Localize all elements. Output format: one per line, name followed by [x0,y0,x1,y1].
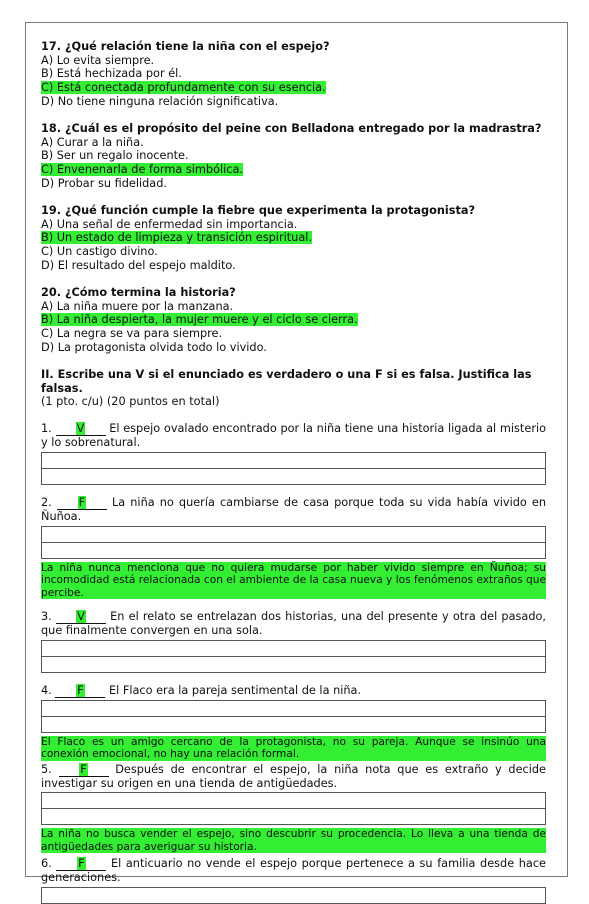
justification-line[interactable] [41,808,546,825]
option-d: D) Probar su fidelidad. [41,176,167,190]
tf-item-4 [41,684,546,761]
justification-line[interactable] [41,792,546,809]
option-b: B) Ser un regalo inocente. [41,149,189,163]
justification-line[interactable] [41,716,546,733]
item-number: 5. [41,762,52,776]
option-a: A) Una señal de enfermedad sin importancia. [41,217,298,231]
option-d: D) El resultado del espejo maldito. [41,258,236,272]
option-b: B) Está hechizada por él. [41,67,182,81]
item-number: 2. [41,495,52,509]
section-subtitle: (1 pto. c/u) (20 puntos en total) [41,395,220,409]
justification-text: La niña nunca menciona que no quiera mudarse por haber vivido siempre en Ñuñoa; su incomodidad está relacionada con el ambiente de la casa nueva y los fenómenos extraños que percibe. [41,561,547,599]
question-title: 20. ¿Cómo termina la historia? [41,286,236,300]
statement: El anticuario no vende el espejo porque pertenece a su familia desde hace generaciones. [41,857,547,885]
statement: El espejo ovalado encontrado por la niña tiene una historia ligada al misterio y lo sobrenatural. [41,422,547,450]
justification-text: El Flaco es un amigo cercano de la protagonista, no su pareja. Aunque se insinúo una conexión emocional, no hay una relación formal. [41,735,546,761]
question-17 [41,40,546,109]
justification-line[interactable] [41,542,546,559]
statement: Después de encontrar el espejo, la niña nota que es extraño y decide investigar su origen en una tienda de antigüedades. [41,762,547,790]
answer-mark: F [78,495,86,509]
statement: En el relato se entrelazan dos historias, una del presente y otra del pasado, que finalmente convergen en una sola. [41,610,546,638]
question-title: 17. ¿Qué relación tiene la niña con el espejo? [41,40,330,53]
answer-mark: F [78,857,85,871]
worksheet-page [25,22,568,885]
option-b-answer: B) Un estado de limpieza y transición espiritual. [41,231,312,245]
answer-blank[interactable] [57,497,107,510]
statement: La niña no quería cambiarse de casa porque toda su vida había vivido en Ñuñoa. [41,495,547,523]
answer-blank[interactable] [56,611,106,624]
question-title: 19. ¿Qué función cumple la fiebre que experimenta la protagonista? [41,204,476,218]
option-b-answer: B) La niña despierta, la mujer muere y el ciclo se cierra. [41,313,358,327]
tf-item-6 [41,857,546,904]
item-number: 1. [41,422,52,436]
justification-line[interactable] [41,640,546,657]
option-c-answer: C) Está conectada profundamente con su esencia. [41,81,326,95]
option-c: C) La negra se va para siempre. [41,327,223,341]
option-a: A) Lo evita siempre. [41,53,155,67]
question-20 [41,286,546,355]
answer-blank[interactable] [59,764,109,777]
question-18 [41,122,546,191]
answer-mark: F [77,683,84,697]
answer-blank[interactable] [56,858,106,871]
justification-line[interactable] [41,656,546,673]
statement: El Flaco era la pareja sentimental de la niña. [108,683,362,697]
answer-mark: F [80,762,87,776]
option-a: A) La niña muere por la manzana. [41,299,234,313]
tf-item-2 [41,496,546,599]
option-c-answer: C) Envenenarla de forma simbólica. [41,163,243,177]
justification-text: La niña no busca vender el espejo, sino descubrir su procedencia. Lo lleva a una tienda de antigüedades para averiguar su historia. [41,828,546,853]
tf-item-1 [41,422,546,485]
justification-line[interactable] [41,452,546,469]
option-d: D) La protagonista olvida todo lo vivido. [41,340,267,354]
item-number: 6. [41,857,52,871]
justification-line[interactable] [41,887,546,904]
question-19 [41,204,546,273]
option-c: C) Un castigo divino. [41,245,158,259]
justification-line[interactable] [41,700,546,717]
justification-line[interactable] [41,526,546,543]
item-number: 3. [41,610,52,624]
answer-blank[interactable] [55,685,105,698]
answer-blank[interactable] [56,423,106,436]
answer-mark: V [77,610,85,624]
worksheet-content [41,40,546,904]
question-title: 18. ¿Cuál es el propósito del peine con Belladona entregado por la madrastra? [41,122,542,136]
tf-item-5 [41,763,546,854]
section-title: II. Escribe una V si el enunciado es verdadero o una F si es falsa. Justifica las falsas. [41,368,532,395]
option-a: A) Curar a la niña. [41,135,144,149]
justification-line[interactable] [41,468,546,485]
item-number: 4. [41,683,52,697]
tf-item-3 [41,610,546,673]
option-d: D) No tiene ninguna relación significativa. [41,94,279,108]
answer-mark: V [76,422,85,436]
